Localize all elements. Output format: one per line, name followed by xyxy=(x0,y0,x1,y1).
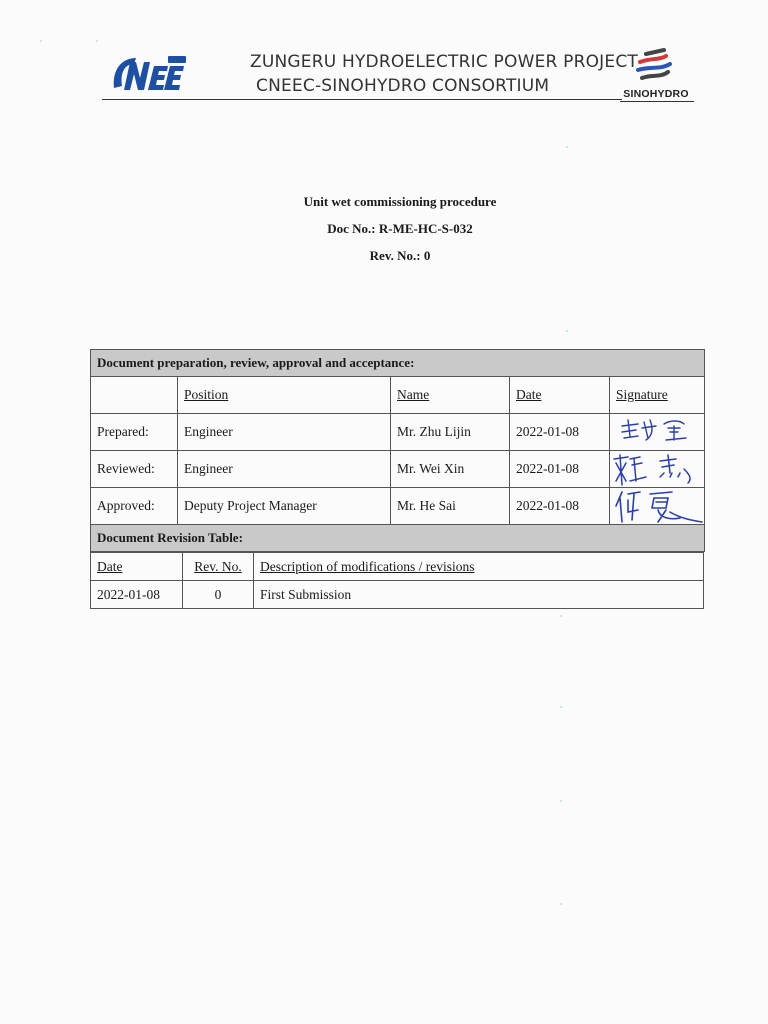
date-cell: 2022-01-08 xyxy=(510,451,610,488)
role-approved: Approved: xyxy=(91,488,178,525)
position-cell: Engineer xyxy=(178,414,391,451)
signature-reviewed-mark xyxy=(610,451,704,487)
scan-speck xyxy=(560,800,562,802)
revision-section-header xyxy=(91,525,705,552)
table-row xyxy=(91,488,705,525)
revision-date-cell: 2022-01-08 xyxy=(91,581,183,609)
col-rev-date: Date xyxy=(91,553,183,581)
role-reviewed: Reviewed: xyxy=(91,451,178,488)
signature-prepared xyxy=(610,414,705,451)
table-row xyxy=(91,581,704,609)
signature-approved-mark xyxy=(610,488,704,524)
scan-speck xyxy=(560,706,562,708)
signature-approved xyxy=(610,488,705,525)
header-title-line1: ZUNGERU HYDROELECTRIC POWER PROJECT xyxy=(250,52,638,72)
header-title-line2: CNEEC-SINOHYDRO CONSORTIUM xyxy=(256,76,550,96)
header-divider xyxy=(102,99,622,100)
header-divider-right xyxy=(620,101,694,102)
position-cell: Deputy Project Manager xyxy=(178,488,391,525)
table-row xyxy=(91,451,705,488)
date-cell: 2022-01-08 xyxy=(510,488,610,525)
sinohydro-logo-text: SINOHYDRO xyxy=(623,88,689,100)
col-rev-no: Rev. No. xyxy=(183,553,254,581)
approval-header-row xyxy=(91,377,705,414)
revision-description-cell: First Submission xyxy=(254,581,704,609)
approval-table xyxy=(90,349,705,552)
col-date: Date xyxy=(510,377,610,414)
col-signature: Signature xyxy=(610,377,705,414)
revision-header-row xyxy=(91,553,704,581)
revision-table xyxy=(90,552,704,609)
revision-number: Rev. No.: 0 xyxy=(369,248,431,263)
signature-prepared-mark xyxy=(610,414,704,450)
position-cell: Engineer xyxy=(178,451,391,488)
scan-speck xyxy=(566,330,568,332)
col-rev-description: Description of modifications / revisions xyxy=(254,553,704,581)
scan-speck xyxy=(40,40,42,42)
header-title xyxy=(250,50,638,98)
scan-speck xyxy=(566,146,568,148)
role-prepared: Prepared: xyxy=(91,414,178,451)
revision-no-cell: 0 xyxy=(183,581,254,609)
name-cell: Mr. Zhu Lijin xyxy=(391,414,510,451)
document-number: Doc No.: R-ME-HC-S-032 xyxy=(327,221,473,236)
name-cell: Mr. He Sai xyxy=(391,488,510,525)
header-blank xyxy=(91,377,178,414)
approval-section-header xyxy=(91,350,705,377)
revision-section-title: Document Revision Table: xyxy=(91,525,705,552)
title-block xyxy=(200,188,600,269)
date-cell: 2022-01-08 xyxy=(510,414,610,451)
scan-speck xyxy=(96,40,98,42)
scan-speck xyxy=(560,615,562,617)
scan-speck xyxy=(560,903,562,905)
col-name: Name xyxy=(391,377,510,414)
name-cell: Mr. Wei Xin xyxy=(391,451,510,488)
document-title: Unit wet commissioning procedure xyxy=(303,194,497,209)
approval-section-title: Document preparation, review, approval and acceptance: xyxy=(91,350,705,377)
table-row xyxy=(91,414,705,451)
signature-reviewed xyxy=(610,451,705,488)
col-position: Position xyxy=(178,377,391,414)
cneec-logo xyxy=(110,52,190,94)
